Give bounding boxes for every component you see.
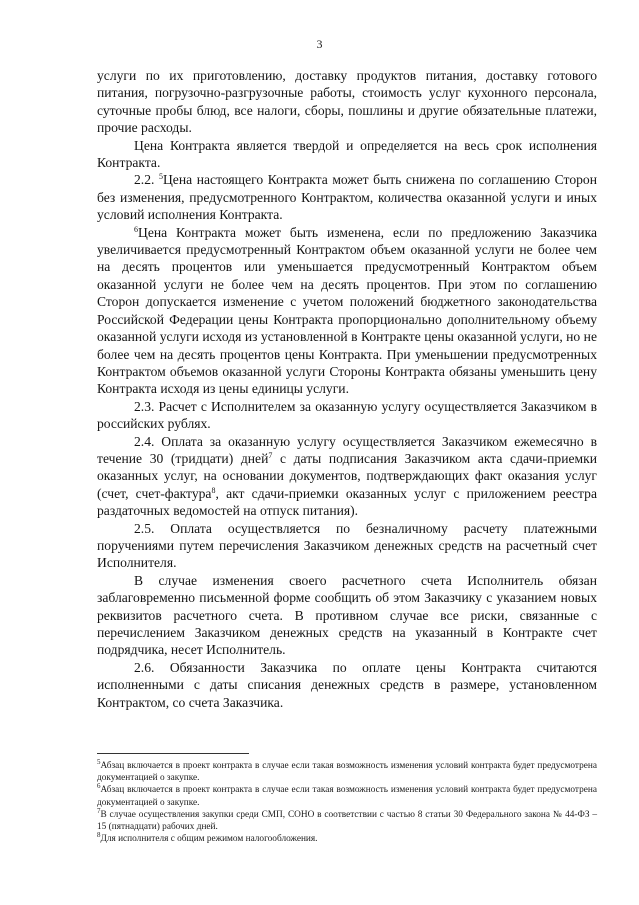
paragraph-p3: [97, 171, 597, 223]
footnote-text: В случае осуществления закупки среди СМП, СОНО в соответствии с частью 8 статьи 30 Федерального закона № 44-ФЗ – 15 (пятнадцати) рабочих дней.: [97, 809, 597, 833]
footnote-reference: 8: [211, 485, 216, 495]
footnote-mark: 5: [97, 758, 101, 766]
paragraph-text: 2.2.: [134, 172, 159, 188]
paragraph-text: , акт сдачи-приемки оказанных услуг с приложением реестра раздаточных ведомостей на отпуск питания).: [97, 485, 597, 519]
footnotes-section: [97, 760, 597, 845]
paragraph-p4: [97, 224, 597, 398]
footnote-6: [97, 784, 597, 808]
footnote-mark: 6: [97, 782, 101, 791]
paragraph-text: 2.4. Оплата за оказанную услугу осуществляется Заказчиком ежемесячно в течение 30 (тридцати) дней: [97, 433, 597, 466]
footnote-mark: 8: [97, 831, 101, 840]
footnote-7: [97, 806, 597, 833]
paragraph-text: Цена Контракта может быть изменена, если по предложению Заказчика увеличивается предусмотренный Контрактом объем оказанной услуги не более чем на десять процентов или уменьшается предусмотренный Контрактом объем оказанной услуги не более чем на десять процентов. При этом по соглашению Сторон допускается изменение с учетом положений бюджетного законодательства Российской Федерации цены Контракта пропорционально дополнительному объему оказанной услуги исходя из установленной в Контракте цены оказанной услуги, но не более чем на десять процентов цены Контракта. При уменьшении предусмотренных Контрактом объемов оказанной услуги Стороны Контракта обязаны уменьшить цену Контракта исходя из цены единицы услуги.: [97, 224, 597, 397]
paragraph-text: 2.5. Оплата осуществляется по безналичному расчету платежными поручениями путем перечисления Заказчиком денежных средств на расчетный счет Исполнителя.: [97, 520, 597, 571]
footnote-8: [97, 833, 597, 845]
paragraph-text: услуги по их приготовлению, доставку продуктов питания, доставку готового питания, погрузочно-разгрузочные работы, стоимость услуг кухонного персонала, суточные пробы блюд, все налоги, сборы, пошлины и другие обязательные платежи, прочие расходы.: [97, 68, 597, 136]
footnote-reference: 6: [134, 224, 138, 234]
footnote-reference: 7: [268, 450, 273, 460]
paragraph-text: В случае изменения своего расчетного счета Исполнитель обязан заблаговременно письменной форме сообщить об этом Заказчику с указанием новых реквизитов расчетного счета. В противном случае все риски, связанные с перечислением Заказчиком денежных средств на указанный в Контракте счет подрядчика, несет Исполнитель.: [97, 572, 597, 658]
footnote-text: Для исполнителя с общим режимом налогообложения.: [100, 834, 318, 845]
paragraph-text: Цена Контракта является твердой и определяется на весь срок исполнения Контракта.: [97, 137, 597, 171]
paragraph-p1: [97, 67, 597, 137]
paragraph-text: 2.3. Расчет с Исполнителем за оказанную услугу осуществляется Заказчиком в российских рублях.: [97, 398, 597, 432]
paragraph-text: 2.6. Обязанности Заказчика по оплате цены Контракта считаются исполненными с даты списания денежных средств в размере, установленном Контрактом, со счета Заказчика.: [97, 659, 597, 710]
paragraph-p8: [97, 572, 597, 659]
footnote-reference: 5: [158, 172, 163, 182]
paragraph-p6: [97, 433, 597, 520]
paragraph-p7: [97, 520, 597, 572]
paragraph-text: с даты подписания Заказчиком акта сдачи-приемки оказанных услуг, на основании документов, подтверждающих факт оказания услуг (счет, счет-фактура: [97, 450, 597, 501]
footnote-5: [97, 760, 597, 784]
page-number: 3: [316, 37, 323, 51]
footnote-text: Абзац включается в проект контракта в случае если такая возможность изменения условий контракта будет предусмотрена документацией о закупке.: [97, 785, 597, 808]
footnote-text: Абзац включается в проект контракта в случае если такая возможность изменения условий контракта будет предусмотрена документацией о закупке.: [97, 761, 597, 784]
paragraph-p5: [97, 398, 597, 433]
paragraph-text: Цена настоящего Контракта может быть снижена по соглашению Сторон без изменения, предусмотренного Контрактом, количества оказанной услуги и иных условий исполнения Контракта.: [97, 172, 597, 223]
footnote-mark: 7: [97, 806, 101, 815]
contract-body-text: [97, 67, 597, 711]
paragraph-p9: [97, 659, 597, 711]
paragraph-p2: [97, 137, 597, 172]
footnote-separator: [97, 753, 249, 754]
